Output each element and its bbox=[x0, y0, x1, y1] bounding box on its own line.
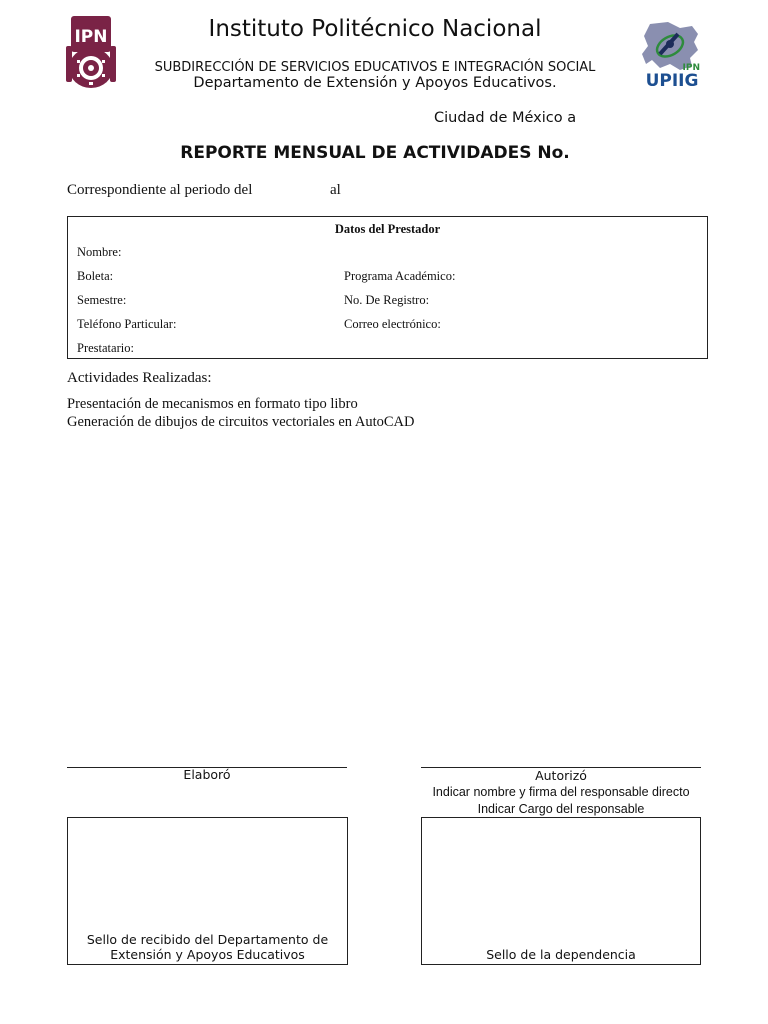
activity-item: Presentación de mecanismos en formato tipo libro bbox=[67, 396, 358, 412]
upiig-logo-text: UPIIG bbox=[645, 71, 699, 90]
stamp-label-line: Extensión y Apoyos Educativos bbox=[110, 947, 305, 962]
field-boleta: Boleta: bbox=[77, 269, 114, 283]
autorizo-instruction-cargo: Indicar Cargo del responsable bbox=[477, 802, 645, 816]
stamp-label-line: Sello de recibido del Departamento de bbox=[86, 932, 329, 947]
city-date-line: Ciudad de México a bbox=[434, 110, 577, 126]
period-connector: al bbox=[330, 182, 341, 198]
stamp-label-department bbox=[68, 932, 347, 962]
stamp-box-dependency bbox=[421, 817, 701, 965]
field-nombre: Nombre: bbox=[77, 245, 122, 259]
field-semestre: Semestre: bbox=[77, 293, 127, 307]
stamp-box-department bbox=[67, 817, 348, 965]
field-prestatario: Prestatario: bbox=[77, 341, 134, 355]
report-title: REPORTE MENSUAL DE ACTIVIDADES No. bbox=[180, 143, 570, 163]
activity-item: Generación de dibujos de circuitos vectoriales en AutoCAD bbox=[67, 414, 415, 430]
signature-elaboro: Elaboró bbox=[183, 767, 231, 782]
stamp-label-dependency: Sello de la dependencia bbox=[486, 947, 636, 962]
subdirection-name: SUBDIRECCIÓN DE SERVICIOS EDUCATIVOS E INTEGRACIÓN SOCIAL bbox=[154, 60, 596, 75]
field-programa: Programa Académico: bbox=[344, 269, 456, 283]
upiig-logo bbox=[640, 20, 704, 90]
autorizo-label: Autorizó bbox=[535, 768, 587, 783]
provider-data-box bbox=[67, 216, 708, 359]
field-registro: No. De Registro: bbox=[344, 293, 430, 307]
upiig-logo-small-text: IPN bbox=[682, 63, 700, 73]
ipn-logo bbox=[66, 16, 116, 90]
signature-autorizo bbox=[421, 767, 701, 818]
autorizo-instruction-name: Indicar nombre y firma del responsable directo bbox=[432, 785, 690, 799]
field-telefono: Teléfono Particular: bbox=[77, 317, 177, 331]
ipn-logo-text: IPN bbox=[74, 27, 108, 47]
period-label: Correspondiente al periodo del bbox=[67, 182, 253, 198]
field-correo: Correo electrónico: bbox=[344, 317, 441, 331]
institution-name: Instituto Politécnico Nacional bbox=[208, 16, 542, 42]
provider-data-title: Datos del Prestador bbox=[334, 222, 441, 236]
department-name: Departamento de Extensión y Apoyos Educativos. bbox=[193, 75, 557, 91]
activities-label: Actividades Realizadas: bbox=[67, 370, 212, 386]
